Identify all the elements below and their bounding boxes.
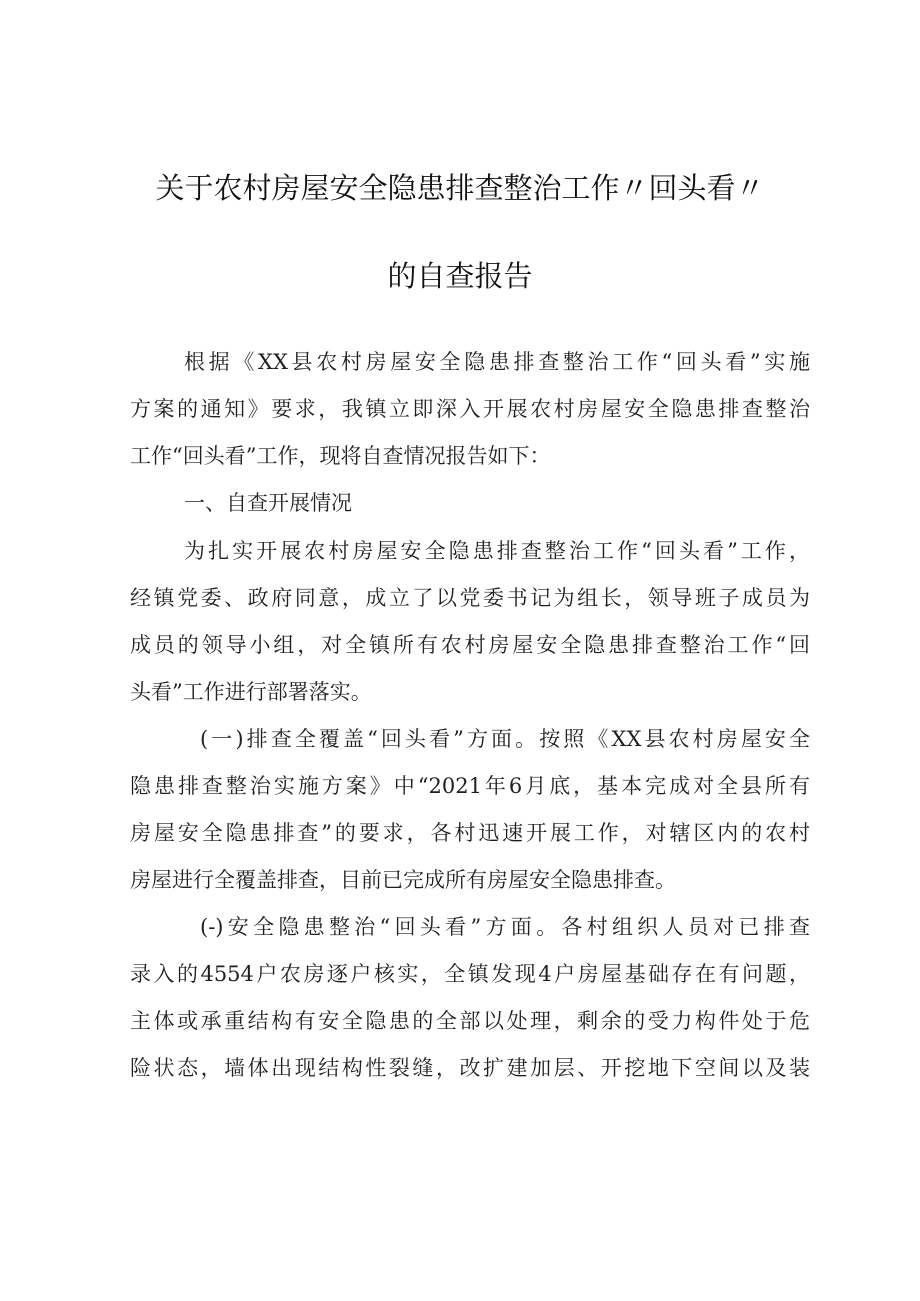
- paragraph-subsection2-line-2: 录入的4554户农房逐户核实，全镇发现4户房屋基础存在有问题，: [130, 962, 810, 986]
- paragraph-subsection2-line-3: 主体或承重结构有安全隐患的全部以处理，剩余的受力构件处于危: [130, 1009, 810, 1033]
- paragraph-subsection2-line-1: (-)安全隐患整治“回头看”方面。各村组织人员对已排查: [200, 915, 810, 939]
- paragraph-subsection1-line-3: 房屋安全隐患排查”的要求，各村迅速开展工作，对辖区内的农村: [130, 821, 810, 845]
- paragraph-subsection1-line-2: 隐患排查整治实施方案》中“2021年6月底，基本完成对全县所有: [130, 774, 810, 798]
- paragraph-intro-line-2: 方案的通知》要求，我镇立即深入开展农村房屋安全隐患排查整治: [130, 397, 810, 421]
- paragraph-intro-line-3: 工作“回头看”工作，现将自查情况报告如下：: [130, 444, 551, 468]
- paragraph-section1-line-3: 成员的领导小组，对全镇所有农村房屋安全隐患排查整治工作“回: [130, 633, 810, 657]
- section-heading-1: 一、自查开展情况: [184, 491, 352, 515]
- paragraph-subsection1-line-1: (一)排查全覆盖“回头看”方面。按照《XX县农村房屋安全: [200, 727, 810, 751]
- paragraph-subsection1-line-4: 房屋进行全覆盖排查，目前已完成所有房屋安全隐患排查。: [130, 868, 676, 892]
- paragraph-intro-line-1: 根据《XX县农村房屋安全隐患排查整治工作“回头看”实施: [184, 350, 810, 374]
- paragraph-section1-line-4: 头看”工作进行部署落实。: [130, 680, 372, 704]
- paragraph-section1-line-1: 为扎实开展农村房屋安全隐患排查整治工作“回头看”工作，: [184, 539, 810, 563]
- paragraph-subsection2-line-4: 险状态，墙体出现结构性裂缝，改扩建加层、开挖地下空间以及装: [130, 1056, 810, 1080]
- document-title-line-1: 关于农村房屋安全隐患排查整治工作〃回头看〃: [155, 171, 765, 205]
- paragraph-section1-line-2: 经镇党委、政府同意，成立了以党委书记为组长，领导班子成员为: [130, 586, 810, 610]
- document-title-line-2: 的自查报告: [387, 259, 533, 293]
